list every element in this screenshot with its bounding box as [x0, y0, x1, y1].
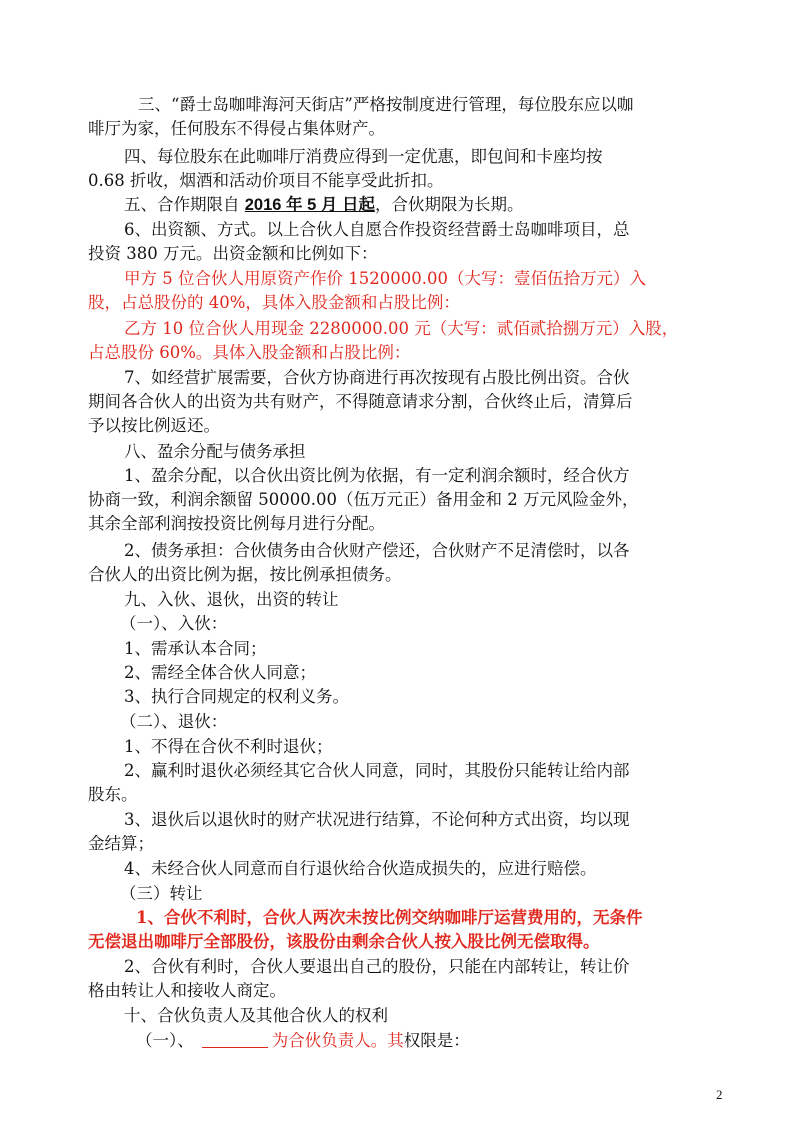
responsible-partner-prefix: （一）、 [136, 1031, 194, 1050]
responsible-partner-blank[interactable] [202, 1031, 268, 1048]
text-line: 1、盈余分配，以合伙出资比例为依据，有一定利润余额时，经合伙方 [124, 466, 630, 485]
text-line: 6、出资额、方式。以上合伙人自愿合作投资经营爵士岛咖啡项目，总 [124, 220, 630, 239]
list-item: 4、未经合伙人同意而自行退伙给合伙造成损失的，应进行赔偿。 [124, 859, 597, 878]
list-item: 2、需经全体合伙人同意； [124, 663, 316, 682]
text-line: 协商一致，利润余额留 50000.00（伍万元正）备用金和 2 万元风险金外， [88, 490, 639, 509]
list-item: 1、需承认本合同； [124, 639, 267, 658]
text-line: 合伙人的出资比例为据，按比例承担债务。 [88, 565, 402, 584]
list-item: 3、退伙后以退伙时的财产状况进行结算，不论何种方式出资，均以现 [124, 810, 630, 829]
transfer-rule-red: 1、合伙不利时，合伙人两次未按比例交纳咖啡厅运营费用的，无条件 [136, 908, 643, 927]
text-line: 四、每位股东在此咖啡厅消费应得到一定优惠，即包间和卡座均按 [124, 147, 603, 166]
responsible-partner-text: 为合伙负责人。其 [271, 1031, 404, 1050]
text-line: 2、合伙有利时，合伙人要退出自己的股份，只能在内部转让，转让价 [124, 957, 630, 976]
section-heading: 十、合伙负责人及其他合伙人的权利 [124, 1006, 388, 1025]
party-b-contribution: 乙方 10 位合伙人用现金 2280000.00 元（大写：贰佰贰拾捌万元）入股， [124, 319, 679, 338]
text-line: 投资 380 万元。出资金额和比例如下： [88, 244, 378, 263]
subsection-heading: （二）、退伙： [120, 712, 228, 731]
party-b-contribution-cont: 占总股份 60%。具体入股金额和占股比例： [88, 343, 411, 362]
list-item: 1、不得在合伙不利时退伙； [124, 737, 333, 756]
list-item: 2、赢利时退伙必须经其它合伙人同意，同时，其股份只能转让给内部 [124, 761, 630, 780]
responsible-partner-suffix: 权限是： [403, 1031, 470, 1050]
term-start-date: 2016 年 5 月 日起 [244, 196, 375, 214]
text-line: 予以按比例返还。 [88, 416, 220, 435]
text-line: 三、“爵士岛咖啡海河天街店”严格按制度进行管理，每位股东应以咖 [138, 95, 634, 114]
term-clause-prefix: 五、合作期限自 [124, 195, 245, 214]
text-line: 格由转让人和接收人商定。 [88, 981, 286, 1000]
subsection-heading: （一）、入伙： [120, 614, 228, 633]
party-a-contribution-cont: 股，占总股份的 40%，具体入股金额和占股比例： [88, 293, 460, 312]
section-heading: 九、入伙、退伙，出资的转让 [124, 590, 339, 609]
subsection-heading: （三）转让 [120, 884, 203, 903]
page-number: 2 [716, 1087, 723, 1102]
text-line: 期间各合伙人的出资为共有财产，不得随意请求分割，合伙终止后，清算后 [88, 392, 633, 411]
party-a-contribution: 甲方 5 位合伙人用原资产作价 1520000.00（大写：壹佰伍拾万元）入 [124, 269, 646, 288]
list-item-cont: 股东。 [88, 785, 138, 804]
responsible-partner-line [136, 1029, 470, 1053]
text-line: 啡厅为家，任何股东不得侵占集体财产。 [88, 119, 385, 138]
text-line: 7、如经营扩展需要，合伙方协商进行再次按现有占股比例出资。合伙 [124, 368, 630, 387]
term-clause-line [124, 193, 523, 217]
term-clause-suffix: ，合伙期限为长期。 [374, 195, 524, 214]
section-heading: 八、盈余分配与债务承担 [124, 442, 306, 461]
list-item: 3、执行合同规定的权利义务。 [124, 687, 349, 706]
text-line: 其余全部利润按投资比例每月进行分配。 [88, 514, 385, 533]
transfer-rule-red-cont: 无偿退出咖啡厅全部股份，该股份由剩余合伙人按入股比例无偿取得。 [88, 932, 600, 951]
text-line: 2、债务承担：合伙债务由合伙财产偿还，合伙财产不足清偿时，以各 [124, 541, 630, 560]
list-item-cont: 金结算； [88, 834, 154, 853]
text-line: 0.68 折收，烟酒和活动价项目不能享受此折扣。 [88, 171, 444, 190]
